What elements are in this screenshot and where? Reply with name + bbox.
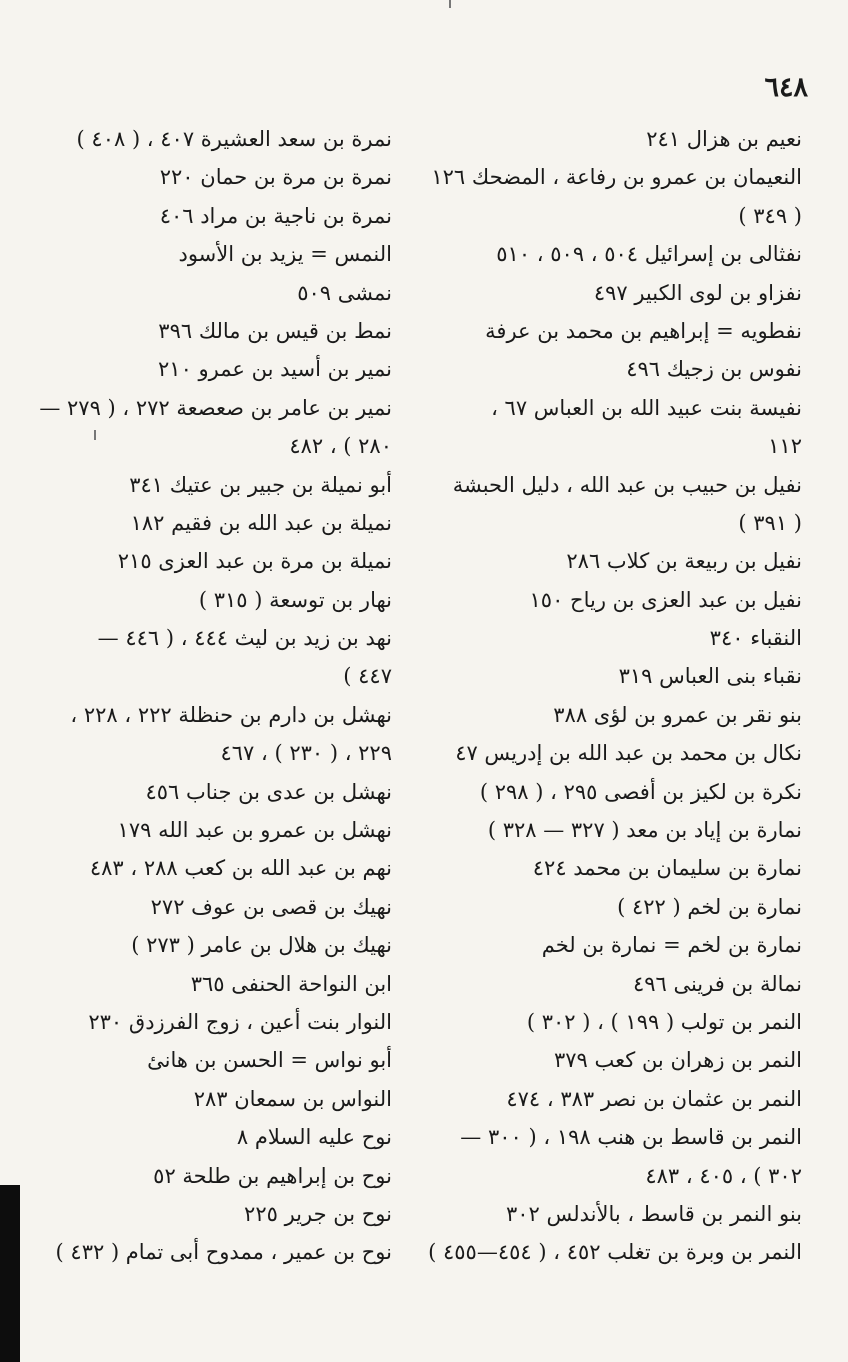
index-entry: نمارة بن سليمان بن محمد ٤٢٤ — [532, 856, 802, 881]
index-entry: النواس بن سمعان ٢٨٣ — [193, 1086, 392, 1111]
index-entry: ٢٢٩ ، ( ٢٣٠ ) ، ٤٦٧ — [220, 741, 392, 766]
index-entry: نمالة بن فرينى ٤٩٦ — [632, 971, 802, 996]
index-entry: نمير بن عامر بن صعصعة ٢٧٢ ، ( ٢٧٩ — — [39, 395, 392, 420]
index-entry: ( ٣٩١ ) — [738, 510, 802, 535]
index-entry: بنو النمر بن قاسط ، بالأندلس ٣٠٢ — [505, 1201, 802, 1226]
index-entry: نعيم بن هزال ٢٤١ — [646, 127, 802, 151]
index-entry: نمط بن قيس بن مالك ٣٩٦ — [158, 318, 392, 343]
index-entry: نوح بن إبراهيم بن طلحة ٥٢ — [153, 1163, 392, 1188]
index-entry: نمرة بن مرة بن حمان ٢٢٠ — [159, 165, 392, 190]
index-entry: نفطويه = إبراهيم بن محمد بن عرفة — [485, 318, 802, 343]
index-entry: ١١٢ — [768, 434, 802, 459]
index-entry: أبو نميلة بن جبير بن عتيك ٣٤١ — [129, 472, 392, 497]
index-entry: نفيسة بنت عبيد الله بن العباس ٦٧ ، — [491, 395, 802, 420]
index-entry: نهار بن توسعة ( ٣١٥ ) — [198, 587, 392, 612]
index-entry: ٤٤٧ ) — [343, 664, 392, 689]
index-entry: النمس = يزيد بن الأسود — [178, 242, 392, 267]
index-entry: ٢٨٠ ) ، ٤٨٢ — [289, 434, 392, 459]
index-entry: نكرة بن لكيز بن أفصى ٢٩٥ ، ( ٢٩٨ ) — [479, 779, 802, 804]
index-entry: ٣٠٢ ) ، ٤٠٥ ، ٤٨٣ — [645, 1163, 802, 1188]
index-entry: نهشل بن عمرو بن عبد الله ١٧٩ — [117, 818, 392, 843]
index-entry: نوح عليه السلام ٨ — [236, 1125, 392, 1150]
index-entry: نمرة بن سعد العشيرة ٤٠٧ ، ( ٤٠٨ ) — [76, 127, 392, 151]
index-entry: نفوس بن زجيك ٤٩٦ — [626, 357, 802, 382]
index-entry: نفزاو بن لوى الكبير ٤٩٧ — [593, 280, 802, 305]
index-entry: نقباء بنى العباس ٣١٩ — [618, 664, 802, 689]
index-entry: النمر بن عثمان بن نصر ٣٨٣ ، ٤٧٤ — [506, 1086, 802, 1111]
index-entry: النمر بن قاسط بن هنب ١٩٨ ، ( ٣٠٠ — — [460, 1125, 802, 1150]
index-entry: نفيل بن عبد العزى بن رياح ١٥٠ — [529, 587, 802, 612]
index-entry: نهيك بن قصى بن عوف ٢٧٢ — [150, 894, 392, 919]
index-entry: نفثالى بن إسرائيل ٥٠٤ ، ٥٠٩ ، ٥١٠ — [496, 242, 802, 267]
index-column-right — [428, 120, 802, 1272]
index-entry: النمر بن تولب ( ١٩٩ ) ، ( ٣٠٢ ) — [526, 1009, 802, 1034]
page-number: ٦٤٨ — [764, 72, 808, 103]
binding-shadow — [0, 1185, 20, 1362]
scan-speck — [449, 0, 451, 8]
index-entry: نمارة بن إياد بن معد ( ٣٢٧ — ٣٢٨ ) — [487, 818, 802, 843]
index-entry: نوح بن عمير ، ممدوح أبى تمام ( ٤٣٢ ) — [55, 1240, 392, 1265]
index-entry: نميلة بن عبد الله بن فقيم ١٨٢ — [130, 510, 392, 535]
index-entry: نهشل بن عدى بن جناب ٤٥٦ — [145, 779, 392, 804]
index-entry: النعيمان بن عمرو بن رفاعة ، المضحك ١٢٦ — [431, 165, 802, 190]
index-entry: النقباء ٣٤٠ — [709, 626, 802, 651]
index-entry: أبو نواس = الحسن بن هانئ — [147, 1048, 392, 1073]
index-entry: نمشى ٥٠٩ — [297, 280, 392, 305]
scan-speck — [94, 430, 96, 440]
index-entry: نفيل بن حبيب بن عبد الله ، دليل الحبشة — [452, 472, 802, 497]
index-entry: نمارة بن لخم = نمارة بن لخم — [541, 933, 802, 958]
index-entry: نفيل بن ربيعة بن كلاب ٢٨٦ — [566, 549, 802, 574]
index-column-left — [32, 120, 392, 1272]
index-entry: نميلة بن مرة بن عبد العزى ٢١٥ — [117, 549, 392, 574]
index-entry: ( ٣٤٩ ) — [738, 203, 802, 228]
index-entry: نهم بن عبد الله بن كعب ٢٨٨ ، ٤٨٣ — [89, 856, 392, 881]
index-entry: بنو نقر بن عمرو بن لؤى ٣٨٨ — [553, 702, 802, 727]
index-entry: نهد بن زيد بن ليث ٤٤٤ ، ( ٤٤٦ — — [97, 626, 392, 651]
index-entry: النمر بن زهران بن كعب ٣٧٩ — [554, 1048, 802, 1073]
index-entry: نمارة بن لخم ( ٤٢٢ ) — [617, 894, 802, 919]
index-entry: نهيك بن هلال بن عامر ( ٢٧٣ ) — [131, 933, 392, 958]
index-entry: النوار بنت أعين ، زوج الفرزدق ٢٣٠ — [88, 1009, 392, 1034]
index-entry: ابن النواحة الحنفى ٣٦٥ — [190, 971, 392, 996]
index-entry: النمر بن وبرة بن تغلب ٤٥٢ ، ( ٤٥٤—٤٥٥ ) — [428, 1240, 802, 1265]
index-entry: نمير بن أسيد بن عمرو ٢١٠ — [158, 357, 392, 382]
index-entry: نوح بن جرير ٢٢٥ — [244, 1201, 392, 1226]
index-entry: نمرة بن ناجية بن مراد ٤٠٦ — [159, 203, 392, 228]
index-entry: نهشل بن دارم بن حنظلة ٢٢٢ ، ٢٢٨ ، — [70, 702, 392, 727]
index-entry: نكال بن محمد بن عبد الله بن إدريس ٤٧ — [455, 741, 802, 766]
